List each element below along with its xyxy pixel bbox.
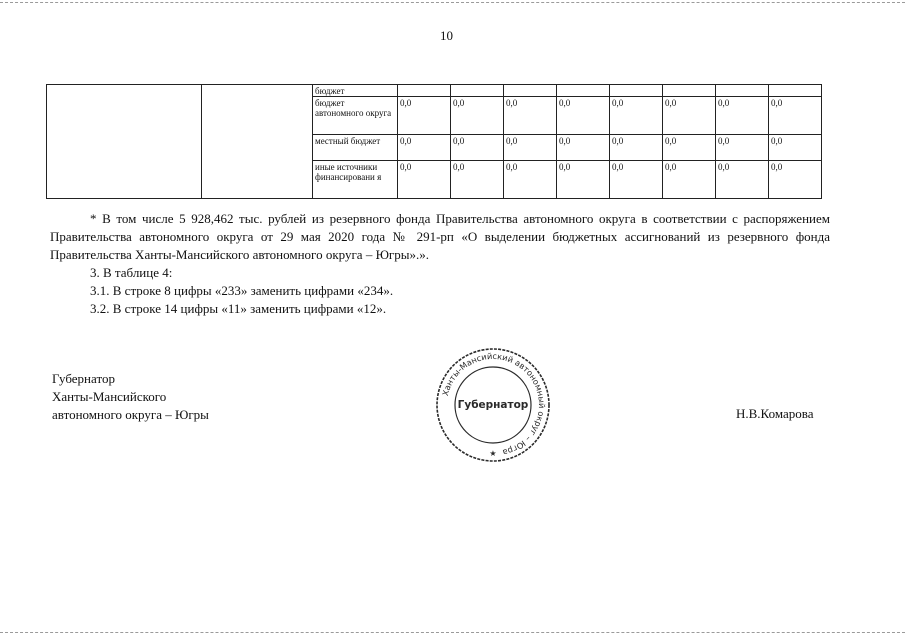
table-cell-value: 0,0 [716,161,769,199]
table-row [47,85,822,97]
table-cell-source: местный бюджет [313,135,398,161]
table-cell-source: бюджет автономного округа [313,97,398,135]
table-cell-value: 0,0 [451,161,504,199]
seal-center-text: Губернатор [457,399,529,411]
table-cell-value: 0,0 [504,161,557,199]
signatory-title-line: Губернатор [52,371,115,386]
signatory-title-line: автономного округа – Югры [52,407,209,422]
item-3-1: 3.1. В строке 8 цифры «233» заменить цифрами «234». [90,283,394,298]
seal-star-icon: ★ [489,449,497,458]
table-cell-value: 0,0 [398,135,451,161]
table-cell-value: 0,0 [451,135,504,161]
scan-edge-top [0,2,905,4]
financing-table [46,84,822,199]
table-cell-value: 0,0 [610,135,663,161]
signatory-name: Н.В.Комарова [736,406,814,421]
table-cell-value [716,85,769,97]
item-3-2: 3.2. В строке 14 цифры «11» заменить цифрами «12». [90,301,387,316]
table-cell-value: 0,0 [610,97,663,135]
table-cell-value [557,85,610,97]
seal-ring-text: Ханты-Мансийский автономный округ – Югра [439,350,548,458]
table-cell-value: 0,0 [398,97,451,135]
signatory-title-line: Ханты-Мансийского [52,389,167,404]
table-cell-value [451,85,504,97]
table-cell-value [504,85,557,97]
table-cell-value: 0,0 [769,135,822,161]
page-number: 10 [440,28,453,43]
table-cell-value [769,85,822,97]
table-cell-value: 0,0 [716,97,769,135]
document-body [50,210,830,318]
table-cell-value: 0,0 [557,161,610,199]
table-cell-value: 0,0 [557,97,610,135]
table-cell-value: 0,0 [663,135,716,161]
table-cell-value: 0,0 [504,97,557,135]
signatory-title [52,370,209,424]
table-cell-value: 0,0 [769,161,822,199]
table-cell-value: 0,0 [451,97,504,135]
footnote-paragraph: * В том числе 5 928,462 тыс. рублей из резервного фонда Правительства автономного округа в соответствии с распоряжением Правительства автономного округа от 29 мая 2020 года № 291-рп «О выделении бюджетных ассигнований из резервного фонда Правительства Ханты-Мансийского автономного округа – Югры».». [50,211,830,262]
table-cell-value: 0,0 [716,135,769,161]
table-cell-source: иные источники финансировани я [313,161,398,199]
table-cell-value: 0,0 [557,135,610,161]
table-cell-source: бюджет [313,85,398,97]
table-cell-empty [202,85,313,199]
table-cell-value: 0,0 [663,161,716,199]
table-cell-value: 0,0 [663,97,716,135]
table-cell-value [610,85,663,97]
table-cell-value: 0,0 [504,135,557,161]
table-cell-empty [47,85,202,199]
table-cell-value: 0,0 [769,97,822,135]
official-seal [434,346,552,464]
table-cell-value [663,85,716,97]
item-3: 3. В таблице 4: [90,265,173,280]
scan-edge-bottom [0,632,905,634]
table-cell-value [398,85,451,97]
table-cell-value: 0,0 [610,161,663,199]
table-cell-value: 0,0 [398,161,451,199]
